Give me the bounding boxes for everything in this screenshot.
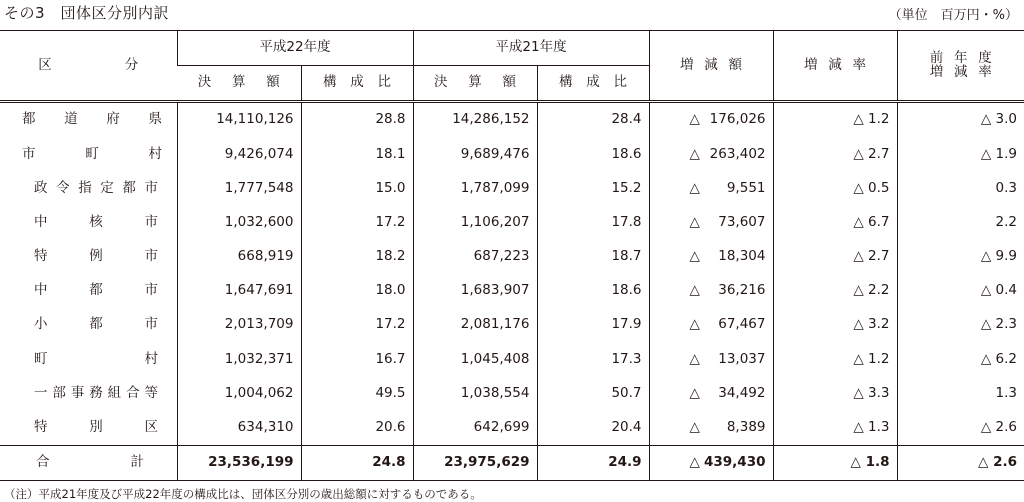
table-row: 町村 1,032,371 16.7 1,045,408 17.3 △ 13,037 △ 1.2 △ 6.2 <box>0 342 1024 376</box>
row-label: 一部事務組合等 <box>34 384 158 401</box>
row-label: 特別区 <box>34 419 158 436</box>
table-row: 特別区 634,310 20.6 642,699 20.4 △ 8,389 △ 1.3 △ 2.6 <box>0 411 1024 446</box>
row-label: 小都市 <box>34 316 158 333</box>
header-fy22-settlement: 決算額 <box>197 74 280 91</box>
table-row: 小都市 2,013,709 17.2 2,081,176 17.9 △ 67,467 △ 3.2 △ 2.3 <box>0 308 1024 342</box>
breakdown-table <box>0 30 1024 481</box>
row-label: 政令指定都市 <box>34 179 158 196</box>
row-label: 町村 <box>34 350 158 367</box>
total-row: 合計 23,536,199 24.8 23,975,629 24.9 △ 439,430 △ 1.8 △ 2.6 <box>0 445 1024 480</box>
table-row: 都道府県 14,110,126 28.8 14,286,152 28.4 △ 176,026 △ 1.2 △ 3.0 <box>0 102 1024 138</box>
table-title: その3 団体区分別内訳 <box>4 4 170 22</box>
header-category: 区 分 <box>38 56 139 73</box>
table-row: 中核市 1,032,600 17.2 1,106,207 17.8 △ 73,607 △ 6.7 2.2 <box>0 206 1024 240</box>
header-change-rate: 増減率 <box>773 31 897 102</box>
table-row: 中都市 1,647,691 18.0 1,683,907 18.6 △ 36,216 △ 2.2 △ 0.4 <box>0 274 1024 308</box>
header-fy21: 平成21年度 <box>413 31 649 66</box>
row-label: 特例市 <box>34 248 158 265</box>
header-prev-change-rate: 前年度 増減率 <box>897 31 1024 102</box>
row-label: 中核市 <box>34 213 158 230</box>
header-fy22: 平成22年度 <box>177 31 413 66</box>
row-label: 中都市 <box>34 282 158 299</box>
header-change-amount: 増減額 <box>649 31 773 102</box>
table-row: 市町村 9,426,074 18.1 9,689,476 18.6 △ 263,402 △ 2.7 △ 1.9 <box>0 137 1024 171</box>
row-label: 市町村 <box>22 145 162 162</box>
unit-label: （単位 百万円・%） <box>888 8 1018 23</box>
header-fy22-share: 構成比 <box>301 66 413 102</box>
table-row: 特例市 668,919 18.2 687,223 18.7 △ 18,304 △ 2.7 △ 9.9 <box>0 240 1024 274</box>
table-row: 一部事務組合等 1,004,062 49.5 1,038,554 50.7 △ 34,492 △ 3.3 1.3 <box>0 377 1024 411</box>
total-label: 合計 <box>0 445 177 480</box>
row-label: 都道府県 <box>22 111 162 128</box>
footnote: （注）平成21年度及び平成22年度の構成比は、団体区分別の歳出総額に対するものである。 <box>4 487 482 501</box>
table-row: 政令指定都市 1,777,548 15.0 1,787,099 15.2 △ 9,551 △ 0.5 0.3 <box>0 171 1024 205</box>
header-fy21-share: 構成比 <box>537 66 649 102</box>
header-fy21-settlement: 決算額 <box>413 66 537 102</box>
